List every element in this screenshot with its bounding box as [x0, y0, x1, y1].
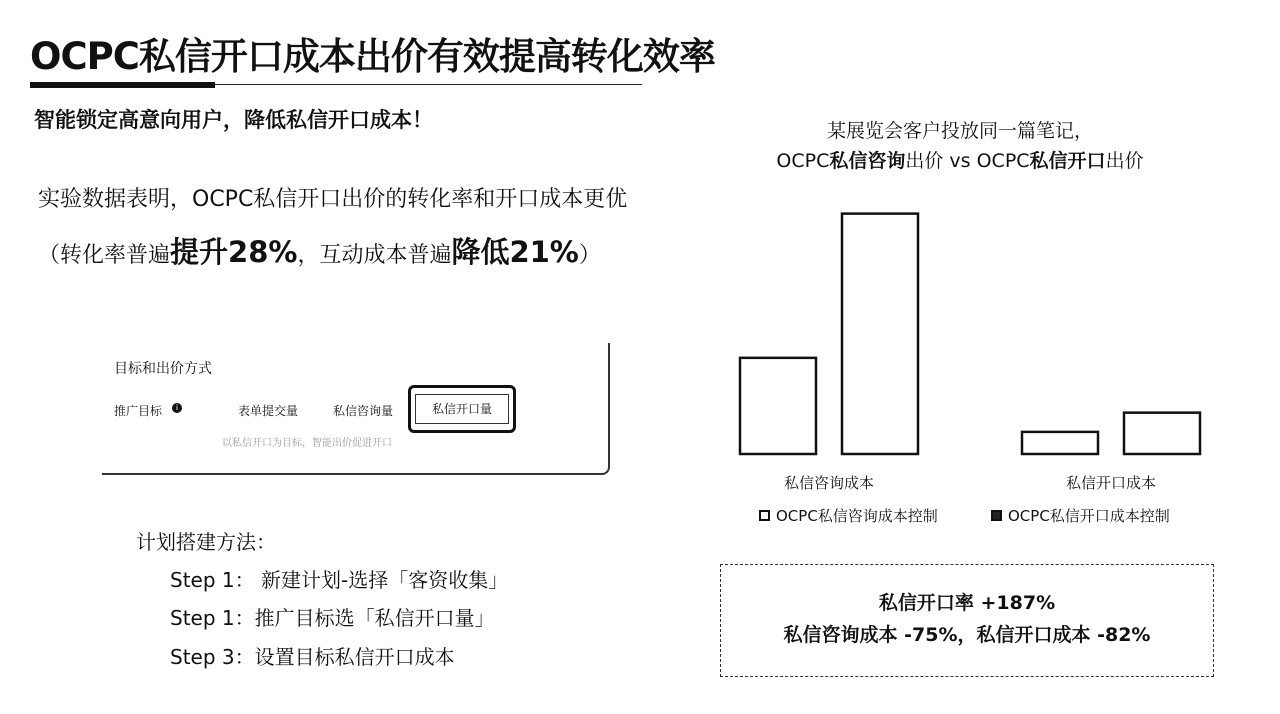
category-label: 私信开口成本 — [1065, 474, 1157, 492]
info-icon[interactable]: i — [172, 403, 182, 413]
bar-0-1 — [842, 214, 918, 454]
legend-label: OCPC私信开口成本控制 — [1008, 507, 1170, 525]
result-open-rate: 私信开口率 +187% — [878, 592, 1056, 614]
step-item: Step 1： 新建计划-选择「客资收集」 — [170, 568, 509, 592]
cost-comparison-chart — [690, 190, 1230, 535]
highlight-open-paren: （转化率普遍 — [38, 243, 171, 268]
category-labels — [784, 474, 1156, 492]
chart-title-part: 出价 vs OCPC — [905, 150, 1030, 172]
chart-title-part: 出价 — [1105, 150, 1144, 172]
page-title: OCPC私信开口成本出价有效提高转化效率 — [30, 35, 715, 78]
page-subtitle: 智能锁定高意向用户，降低私信开口成本！ — [34, 108, 433, 132]
cost-reduction: 降低21% — [451, 235, 579, 269]
legend-swatch — [992, 511, 1001, 520]
highlight-close-paren: ） — [578, 243, 601, 268]
method-title: 计划搭建方法： — [136, 530, 276, 554]
title-underline-accent — [30, 82, 215, 88]
result-cost-changes: 私信咨询成本 -75%，私信开口成本 -82% — [783, 624, 1151, 646]
option-private-open[interactable]: 私信开口量 — [415, 394, 509, 424]
promotion-goal-label: 推广目标 — [114, 404, 163, 418]
chart-title-part: 私信开口 — [1029, 150, 1106, 172]
chart-title-line2 — [700, 146, 1220, 176]
highlight-middle-text: ，互动成本普遍 — [297, 243, 452, 268]
option-form-submission[interactable]: 表单提交量 — [238, 404, 299, 418]
chart-title-line1: 某展览会客户投放同一篇笔记， — [826, 120, 1093, 142]
step-item: Step 3：设置目标私信开口成本 — [170, 645, 455, 669]
bar-0-0 — [740, 358, 816, 454]
option-private-consult[interactable]: 私信咨询量 — [333, 404, 394, 418]
legend-swatch — [760, 511, 769, 520]
experiment-highlights — [38, 230, 601, 271]
legend-label: OCPC私信咨询成本控制 — [776, 507, 938, 525]
chart-bars — [740, 214, 1200, 454]
category-label: 私信咨询成本 — [783, 474, 875, 492]
panel-title: 目标和出价方式 — [114, 361, 212, 377]
chart-title — [700, 116, 1220, 176]
bar-1-1 — [1124, 413, 1200, 454]
chart-title-part: OCPC — [776, 150, 830, 172]
chart-title-part: 私信咨询 — [829, 150, 906, 172]
step-item: Step 1：推广目标选「私信开口量」 — [170, 606, 495, 630]
experiment-summary: 实验数据表明，OCPC私信开口出价的转化率和开口成本更优 — [38, 187, 628, 212]
conversion-uplift: 提升28% — [170, 235, 298, 269]
panel-hint: 以私信开口为目标，智能出价促进开口 — [222, 438, 392, 449]
chart-legend — [760, 507, 1170, 525]
bar-1-0 — [1022, 432, 1098, 454]
